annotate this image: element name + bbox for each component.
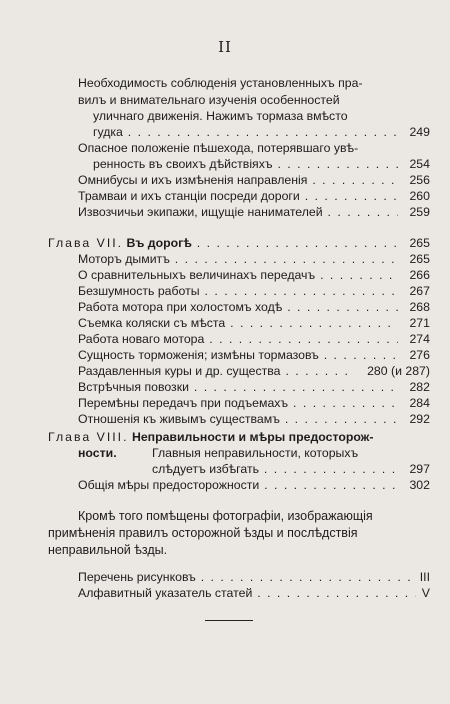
toc-page-number: 268 xyxy=(409,300,430,314)
toc-page-number: 254 xyxy=(409,157,430,171)
toc-page-number: V xyxy=(421,586,430,600)
toc-page-number: 267 xyxy=(409,284,430,298)
toc-page-number: 271 xyxy=(409,316,430,330)
toc-entry-text: слѣдуетъ избѣгать . . . xyxy=(152,462,398,477)
toc-entry-text: Перечень рисунковъ . . . xyxy=(78,570,416,585)
toc-entry-text: Работа новаго мотора . . . xyxy=(78,332,398,347)
toc-page-number: 259 xyxy=(409,205,430,219)
toc-entry-text: ренность въ своихъ дѣйствіяхъ . . . xyxy=(93,157,398,172)
toc-entry-text: Сущность торможенія; измѣны тормазовъ . . . xyxy=(78,348,398,363)
toc-entry-text: Омнибусы и ихъ измѣненія направленія . . . xyxy=(78,173,398,188)
toc-entry-text: Съемка коляски съ мѣста . . . xyxy=(78,316,398,331)
toc-page-number: 297 xyxy=(409,462,430,476)
toc-page-number: 284 xyxy=(409,396,430,410)
chapter-title: Неправильности и мѣры предосторож- xyxy=(131,430,374,444)
toc-entry-text: вилъ и внимательнаго изученія особенностей xyxy=(78,93,340,107)
toc-page-number: 249 xyxy=(409,125,430,139)
toc-page-number: 256 xyxy=(409,173,430,187)
toc-page-number: 260 xyxy=(409,189,430,203)
toc-entry-text: Моторъ дымитъ . . . xyxy=(78,252,398,267)
toc-page-number: III xyxy=(419,570,430,584)
chapter-heading xyxy=(48,430,374,445)
toc-entry-text: Трамваи и ихъ станціи посреди дороги . . . xyxy=(78,189,398,204)
toc-page-number: 280 (и 287) xyxy=(367,364,430,378)
toc-page-number: 276 xyxy=(409,348,430,362)
toc-entry-text: Перемѣны передачъ при подъемахъ . . . xyxy=(78,396,398,411)
toc-entry-text: Извозчичьи экипажи, ищущіе нанимателей . . . xyxy=(78,205,398,220)
toc-page-number: 265 xyxy=(409,236,430,250)
toc-page-number: 292 xyxy=(409,412,430,426)
page-number: II xyxy=(218,38,232,56)
toc-page-number: 274 xyxy=(409,332,430,346)
toc-entry-text: Необходимость соблюденія установленныхъ пра- xyxy=(78,76,363,90)
toc-entry-text: Работа мотора при холостомъ ходѣ . . . xyxy=(78,300,398,315)
chapter-heading xyxy=(48,236,398,251)
toc-entry-text: Безшумность работы . . . xyxy=(78,284,398,299)
toc-entry-text: гудка . . . xyxy=(93,125,398,140)
chapter-title-continued: ности. xyxy=(78,446,117,460)
note-line: примѣненія правилъ осторожной ѣзды и послѣдствія xyxy=(48,526,358,540)
toc-entry-text: Встрѣчныя повозки . . . xyxy=(78,380,398,395)
toc-page-number: 282 xyxy=(409,380,430,394)
chapter-label: Глава VIII. xyxy=(48,430,129,444)
toc-entry-text: уличнаго движенія. Нажимъ тормаза вмѣсто xyxy=(93,109,348,123)
note-line: неправильной ѣзды. xyxy=(48,543,168,557)
toc-entry-text: Отношенія къ живымъ существамъ . . . xyxy=(78,412,398,427)
toc-entry-text: О сравнительныхъ величинахъ передачъ . . . xyxy=(78,268,398,283)
chapter-title: Въ дорогѣ xyxy=(126,236,192,250)
toc-page-number: 302 xyxy=(409,478,430,492)
toc-entry-text: Главныя неправильности, которыхъ xyxy=(152,446,359,460)
toc-entry-text: Алфавитный указатель статей . . . xyxy=(78,586,416,601)
toc-entry-text: Раздавленныя куры и др. существа . . . xyxy=(78,364,348,379)
chapter-label: Глава VII. xyxy=(48,236,124,250)
toc-page-number: 265 xyxy=(409,252,430,266)
note-line: Кромѣ того помѣщены фотографіи, изображающія xyxy=(78,509,373,523)
toc-page-number: 266 xyxy=(409,268,430,282)
toc-entry-text: Общія мѣры предосторожности . . . xyxy=(78,478,398,493)
toc-entry-text: Опасное положеніе пѣшехода, потерявшаго увѣ- xyxy=(78,141,359,155)
closing-rule xyxy=(205,620,253,621)
